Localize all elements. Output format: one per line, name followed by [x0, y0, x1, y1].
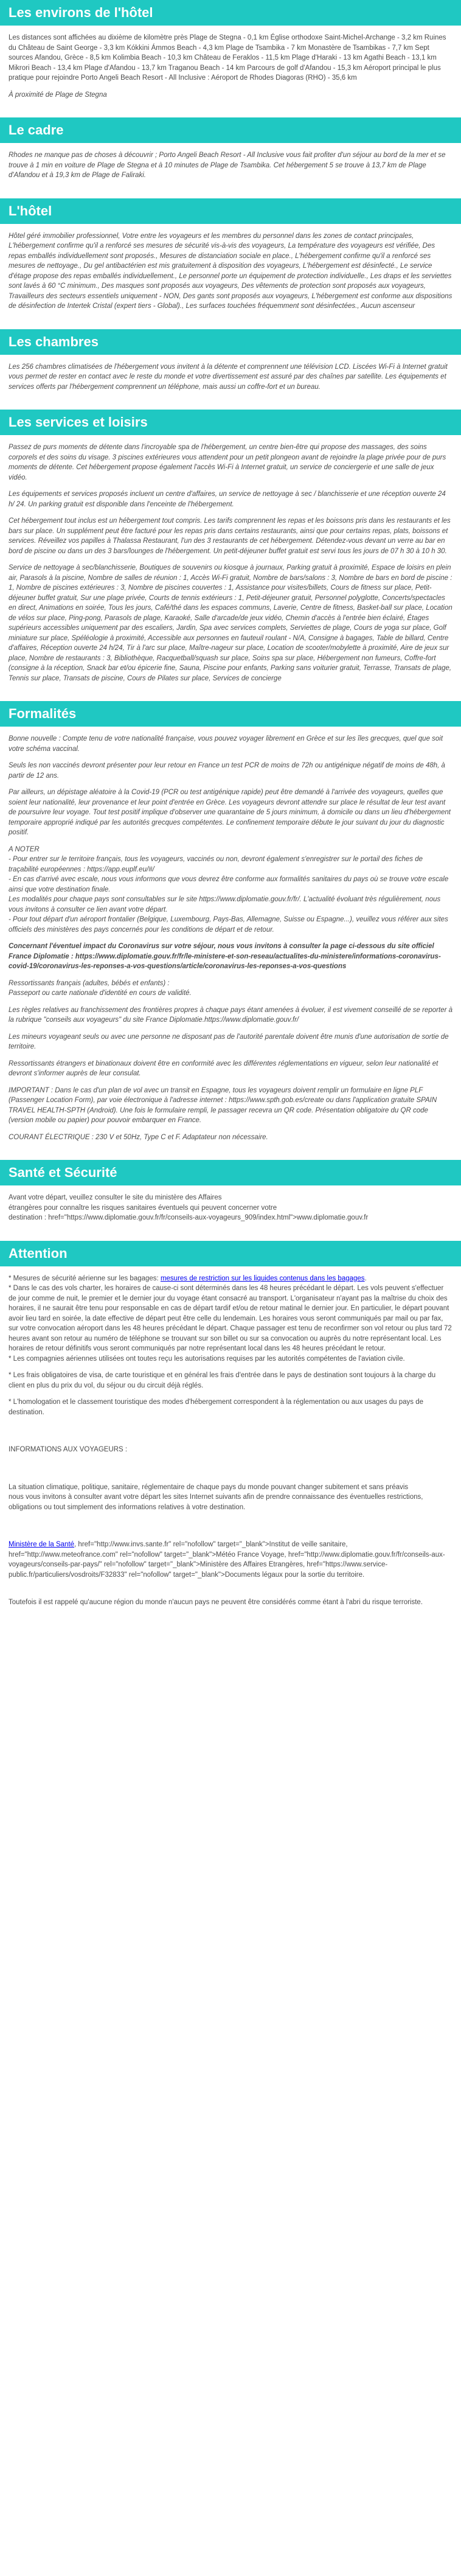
paragraph: Ressortissants français (adultes, bébés et enfants) : Passeport ou carte nationale d'identité en cours de validité.	[9, 979, 192, 997]
paragraph: * Les frais obligatoires de visa, de carte touristique et en général les frais d'entrée dans le pays de destination sont toujours à la charge du client en plus du prix du vol, du séjour ou du circuit déjà réglés.	[9, 1372, 436, 1389]
paragraph: Concernant l'éventuel impact du Coronavirus sur votre séjour, nous vous invitons à consulter la page ci-dessous du site officiel France Diplomatie : https://www.diplomatie.gouv.fr/fr/le-ministere-et-son-reseau/actualites-du-ministere/informations-coronavirus-covid-19/coronavirus-les-reponses-a-vos-questions/article/coronavirus-les-reponses-a-vos-questions	[9, 943, 441, 970]
paragraph: Cet hébergement tout inclus est un hébergement tout compris. Les tarifs comprennent les repas et les boissons pris dans les restaurants et les bars sur place. Un supplément peut être facturé pour les repas pris dans certains restaurants, ainsi que pour certains repas, plats, boissons et services. Réveillez vos papilles à Thalassa Restaurant, l'un des 3 restaurants de cet hébergement. Détendez-vous devant un verre au bar en bord de piscine ou dans un des 3 bars/lounges de l'hébergement. Un petit-déjeuner buffet gratuit est servi tous les jours de 07 h 30 à 10 h 30.	[9, 517, 451, 555]
section-title: Formalités	[0, 701, 461, 727]
section-services	[0, 410, 461, 701]
spacer	[9, 1462, 452, 1482]
paragraph: Les 256 chambres climatisées de l'hébergement vous invitent à la détente et comprennent une télévision LCD. Liscées Wi-Fi à Internet gratuit vous permet de rester en contact avec le reste du monde et votre divertissement est assuré par des chaînes par satellite. Les équipements et services offerts par l'hébergement comprennent un téléphone, mais aussi un coffre-fort et un bureau.	[9, 363, 448, 391]
section-title: Les environs de l'hôtel	[0, 0, 461, 26]
section-title: Les services et loisirs	[0, 410, 461, 435]
paragraph: Bonne nouvelle : Compte tenu de votre nationalité française, vous pouvez voyager librement en Grèce et sur les îles grecques, quel que soit votre schéma vaccinal.	[9, 735, 443, 753]
paragraph: IMPORTANT : Dans le cas d'un plan de vol avec un transit en Espagne, tous les voyageurs doivent remplir un formulaire en ligne PLF (Passenger Location Form), par voie électronique à l'adresse internet : https://www.spth.gob.es/create ou dans l'application gratuite SPAIN TRAVEL HEALTH-SPTH (Android). Une fois le formulaire rempli, le passager recevra un QR code. Présentation obligatoire du QR code (version mobile ou papier) pour pouvoir embarquer en France.	[9, 1086, 437, 1124]
paragraph: Service de nettoyage à sec/blanchisserie, Boutiques de souvenirs ou kiosque à journaux, Parking gratuit à proximité, Espace de loisirs en plein air, Parasols à la piscine, Nombre de salles de réunion : 1, Accès Wi-Fi gratuit, Nombre de bars/salons : 3, Nombre de bars en bord de piscine : 1, Nombre de piscines extérieures : 3, Nombre de piscines couvertes : 1, Assistance pour visites/billets, Cours de fitness sur place, Petit-déjeuner buffet gratuit, Sur une plage privée, Courts de tennis extérieurs : 1, Petit-déjeuner gratuit, Personnel polyglotte, Concerts/spectacles en direct, Animations en soirée, Tous les jours, Café/thé dans les espaces communs, Laverie, Centre de fitness, Basket-ball sur place, Location de vélos sur place, Ping-pong, Parasols de plage, Karaoké, Salle d'arcade/de jeux vidéo, Chemin d'accès à l'entrée bien éclairé, Étages supérieurs accessibles uniquement par des escaliers, Jardin, Spa avec services complets, Serviettes de plage, Cours de yoga sur place, Golf miniature sur place, Spéléologie à proximité, Accessible aux personnes en fauteuil roulant - N/A, Consigne à bagages, Table de billard, Centre d'affaires, Réception ouverte 24 h/24, Tir à l'arc sur place, Maître-nageur sur place, Location de scooter/mobylette à proximité, Aire de jeux sur place, Nombre de restaurants : 3, Bibliothèque, Racquetball/squash sur place, Soins spa sur place, Hébergement non fumeurs, Coffre-fort (consigne à la réception, Snack bar et/ou épicerie fine, Sauna, Piscine pour enfants, Parking sans voiturier gratuit, Terrasse, Transats de plage, Tennis sur place, Transats de piscine, Cours de Pilates sur place, Services de concierge	[9, 564, 452, 682]
section-cadre	[0, 117, 461, 198]
paragraph: COURANT ÉLECTRIQUE : 230 V et 50Hz, Type C et F. Adaptateur non nécessaire.	[9, 1133, 268, 1141]
section-body	[0, 435, 461, 701]
paragraph: * L'homologation et le classement touristique des modes d'hébergement correspondent à la réglementation ou aux usages du pays de destination.	[9, 1398, 424, 1416]
section-hotel	[0, 198, 461, 329]
section-attention	[0, 1241, 461, 1625]
section-body	[0, 143, 461, 198]
section-body	[0, 1266, 461, 1625]
section-body	[0, 355, 461, 410]
section-body	[0, 1185, 461, 1241]
section-body	[0, 26, 461, 117]
liquids-restriction-link[interactable]: mesures de restriction sur les liquides contenus dans les bagages	[160, 1274, 365, 1282]
paragraph-text: . * Dans le cas des vols charter, les horaires de cause-ci sont déterminés dans les 48 heures précédant le départ. Les vols peuvent s'effectuer de jour comme de nuit, le premier et le dernier jour du voyage étant consacré au transport. L'organisateur n'ayant pas la maîtrise du choix des horaires, il ne saurait être tenu pour responsable en cas de départ tardif et/ou de retour matinal le dernier jour. En particulier, le départ pouvant avoir lieu tard en soirée, la date effective de départ peut être celle du lendemain. Les horaires vous seront communiqués par mail ou par fax, sur votre convocation aéroport dans les 48 heures précédant le départ. Chaque passager est tenu de reconfirmer son vol retour ou plus tard 72 heures avant son retour au numéro de téléphone se trouvant sur son billet ou sur sa convocation ou auprès du notre représentant local. Les horaires de retour définitifs vous seront communiqués par notre représentant local dans les 48 heures précédant le retour. * Les compagnies aériennes utilisées ont toutes reçu les autorisations requises par les autorités compétentes de l'aviation civile.	[9, 1274, 452, 1363]
section-chambres	[0, 329, 461, 410]
section-body	[0, 727, 461, 1160]
section-environs	[0, 0, 461, 117]
paragraph: Avant votre départ, veuillez consulter le site du ministère des Affaires étrangères pour connaître les risques sanitaires éventuels qui peuvent concerner votre destination : href="https://www.diplomatie.gouv.fr/fr/conseils-aux-voyageurs_909/index.html">www.diplomatie.gouv.fr	[9, 1194, 369, 1221]
paragraph: Les règles relatives au franchissement des frontières propres à chaque pays étant amenées à évoluer, il est vivement conseillé de se reporter à la rubrique "conseils aux voyageurs" du site France Diplomatie.https://www.diplomatie.gouv.fr/	[9, 1006, 453, 1024]
paragraph: Les équipements et services proposés incluent un centre d'affaires, un service de nettoyage à sec / blanchisserie et une réception ouverte 24 h/ 24. Un parking gratuit est disponible dans l'enceinte de l'hébergement.	[9, 490, 446, 508]
paragraph: À proximité de Plage de Stegna	[9, 91, 107, 99]
ministere-sante-link[interactable]: Ministère de la Santé	[9, 1541, 75, 1548]
paragraph-text: , href="http://www.invs.sante.fr" rel="nofollow" target="_blank">Institut de veille sanitaire, href="http://www.meteofrance.com" rel="nofollow" target="_blank">Météo France Voyage, href="http://www.diplomatie.gouv.fr/fr/conseils-aux-voyageurs/conseils-par-pays/" rel="nofollow" target="_blank">Ministère des Affaires Etrangères, href="https://www.service-public.fr/particuliers/vosdroits/F32833" rel="nofollow" target="_blank">Documents légaux pour la sortie du territoire.	[9, 1541, 445, 1579]
paragraph: Seuls les non vaccinés devront présenter pour leur retour en France un test PCR de moins de 72h ou antigénique négatif de moins de 48h, à partir de 12 ans.	[9, 762, 445, 780]
paragraph: Toutefois il est rappelé qu'aucune région du monde n'aucun pays ne peuvent être considérés comme étant à l'abri du risque terroriste.	[9, 1599, 423, 1606]
paragraph: Ressortissants étrangers et binationaux doivent être en conformité avec les différentes réglementations en vigueur, selon leur nationalité et devront s'informer auprès de leur consulat.	[9, 1059, 438, 1077]
spacer	[9, 1424, 452, 1445]
section-title: L'hôtel	[0, 198, 461, 224]
paragraph: La situation climatique, politique, sanitaire, réglementaire de chaque pays du monde pouvant changer subitement et sans préavis nous vous invitons à consulter avant votre départ les sites Internet suivants afin de prendre connaissance des éventuelles restrictions, obligations ou tout simplement des informations relatives à votre destination.	[9, 1483, 423, 1511]
section-title: Le cadre	[0, 117, 461, 143]
paragraph: Rhodes ne manque pas de choses à découvrir ; Porto Angeli Beach Resort - All Inclusive vous fait profiter d'un séjour au bord de la mer et se trouve à 1 min en voiture de Plage de Stegna et à 10 minutes de Plage de Tsambika. Cet hébergement 5 se trouve à 13,7 km de Plage d'Afandou et à 19,3 km de Plage de Faliraki.	[9, 152, 446, 179]
paragraph: INFORMATIONS AUX VOYAGEURS :	[9, 1446, 128, 1453]
paragraph: Les distances sont affichées au dixième de kilomètre près Plage de Stegna - 0,1 km Église orthodoxe Saint-Michel-Archange - 3,2 km Ruines du Château de Saint George - 3,3 km Kókkini Ámmos Beach - 4,3 km Plage de Tsambika - 7 km Monastère de Tsambikas - 7,7 km Sept sources Afandou, Grèce - 8,5 km Kolimbia Beach - 10,3 km Château de Feraklos - 11,5 km Plage d'Haraki - 13 km Agathi Beach - 13,1 km Mikrori Beach - 13,4 km Plage d'Afandou - 13,7 km Traganou Beach - 14 km Parcours de golf d'Afandou - 15,3 km Aéroport principal le plus pratique pour rejoindre Porto Angeli Beach Resort - All Inclusive : Aéroport de Rhodes Diagoras (RHO) - 35,6 km	[9, 34, 446, 82]
paragraph: Les mineurs voyageant seuls ou avec une personne ne disposant pas de l'autorité parentale doivent être munis d'une autorisation de sortie de territoire.	[9, 1033, 449, 1050]
paragraph-prefix: * Mesures de sécurité aérienne sur les bagages:	[9, 1274, 161, 1282]
paragraph: Par ailleurs, un dépistage aléatoire à la Covid-19 (PCR ou test antigénique rapide) peut être demandé à l'arrivée des voyageurs, quelles que soient leur nationalité, leur provenance et leur point d'entrée en Grèce. Les voyageurs devront attendre sur place le résultat de leur test avant de poursuivre leur voyage. Tout test positif implique d'observer une quarantaine de 5 jours minimum, à domicile ou dans un lieu d'hébergement temporaire approprié indiqué par les autorités grecques compétentes. Le confinement temporaire débute le jour suivant du jour du diagnostic positif.	[9, 789, 451, 836]
spacer	[9, 1586, 452, 1597]
section-title: Les chambres	[0, 329, 461, 355]
spacer	[9, 1519, 452, 1540]
paragraph: Hôtel géré immobilier professionnel, Votre entre les voyageurs et les membres du personnel dans les zones de contact principales, L'hébergement confirme qu'il a renforcé ses mesures de sécurité vis-à-vis des voyageurs, La température des voyageurs est vérifiée, Des repas emballés individuellement sont proposés., Mesures de distanciation sociale en place., L'hébergement confirme qu'il a renforcé ses mesures de nettoyage., Du gel antibactérien est mis gratuitement à disposition des voyageurs, L'hébergement est désinfecté., Le service d'étage propose des repas emballés individuellement., Le personnel porte un équipement de protection individuelle., Les draps et les serviettes sont lavés à 60 °C minimum., Des masques sont proposés aux voyageurs, Des vêtements de protection sont proposés aux voyageurs, Travailleurs des secteurs essentiels uniquement - NON, Des gants sont proposés aux voyageurs, L'hébergement est conforme aux dispositions de désinfection de Intertek Cristal (expert tiers - Global)., Les surfaces touchées fréquemment sont désinfectées., Aucun ascenseur	[9, 232, 452, 310]
section-title: Santé et Sécurité	[0, 1160, 461, 1185]
section-title: Attention	[0, 1241, 461, 1266]
paragraph: A NOTER - Pour entrer sur le territoire français, tous les voyageurs, vaccinés ou non, devront également s'enregistrer sur le portail des fiches de traçabilité européennes : https://app.euplf.eu/#/ - En cas d'arrivé avec escale, nous vous informons que vous devrez être conforme aux formalités sanitaires du pays où se trouve votre escale ainsi que votre destination finale. Les modalités pour chaque pays sont consultables sur le site https://www.diplomatie.gouv.fr/fr/. L'actualité évoluant très régulièrement, nous vous invitons à consulter ce lien avant votre départ. - Pour tout départ d'un aéroport frontalier (Belgique, Luxembourg, Pays-Bas, Allemagne, Suisse ou Espagne...), veuillez vous référer aux sites officiels des ministères des pays concernés pour les conditions de départ et de retour.	[9, 845, 449, 934]
section-sante	[0, 1160, 461, 1241]
section-formalites	[0, 701, 461, 1160]
paragraph	[9, 1540, 452, 1580]
section-body	[0, 224, 461, 329]
paragraph	[9, 1274, 452, 1364]
paragraph: Passez de purs moments de détente dans l'incroyable spa de l'hébergement, un centre bien-être qui propose des massages, des soins corporels et des soins du visage. 3 piscines extérieures vous attendent pour un petit plongeon avant de rejoindre la plage privée pour de purs moments de détente. Cet hébergement propose également l'accès Wi-Fi à Internet gratuit, un service de conciergerie et une salle de jeux vidéo.	[9, 444, 446, 481]
